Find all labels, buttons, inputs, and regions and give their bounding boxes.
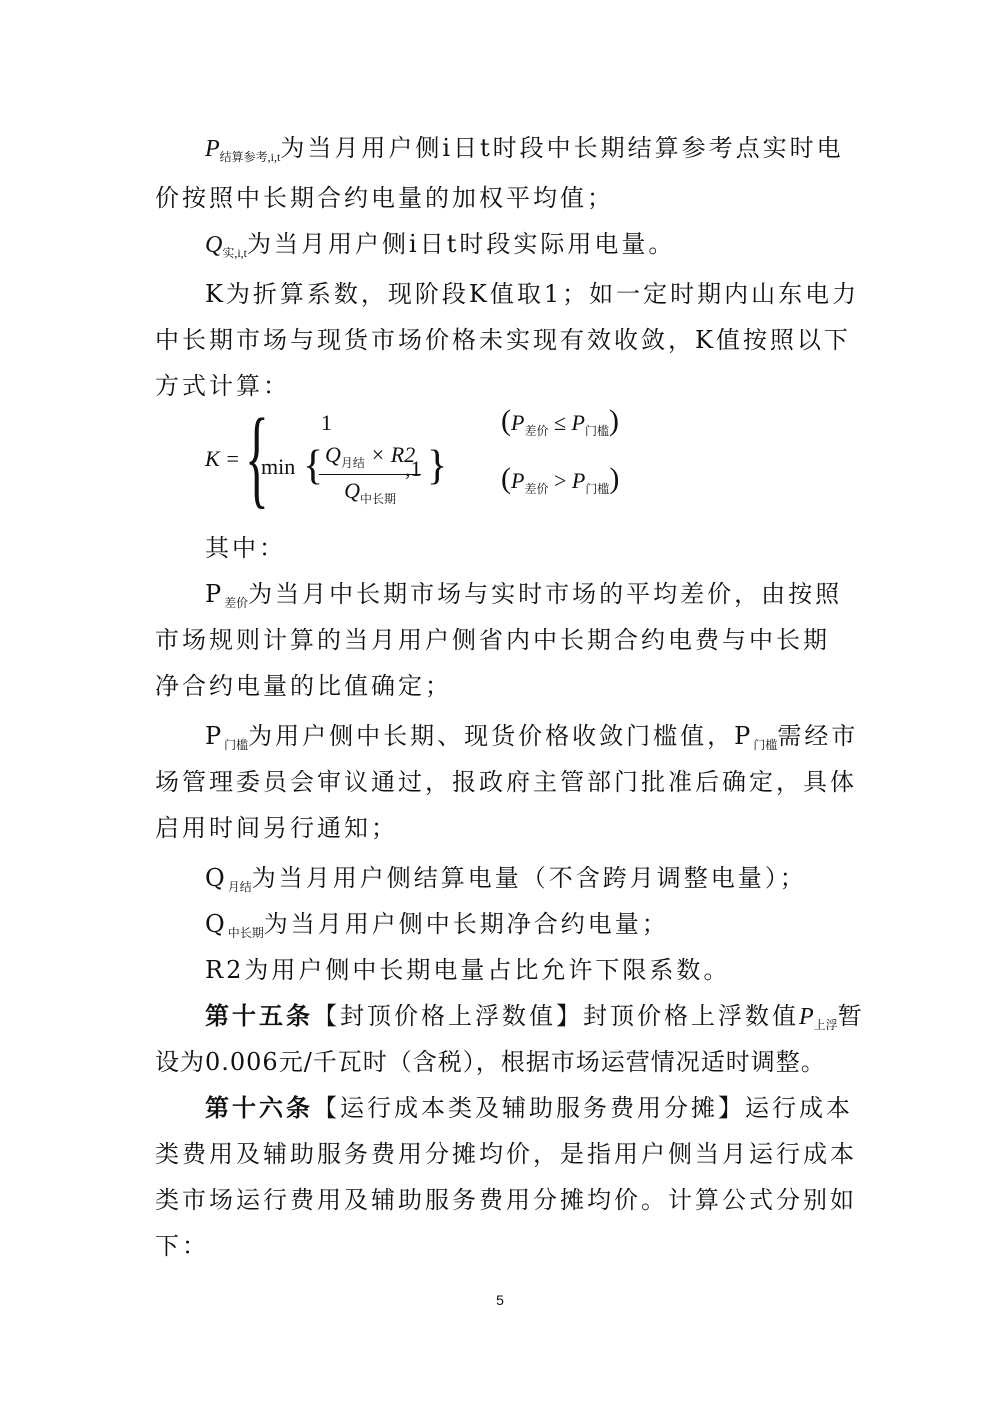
text-line: $Q_{中长期}$为当月用户侧中长期净合约电量；	[205, 910, 669, 940]
formula-inner-brace-left: {	[303, 443, 324, 489]
article-16-heading: 第十六条【运行成本类及辅助服务费用分摊】运行成本	[205, 1093, 853, 1122]
text-line: $Q_{实,i,t}$为当月用户侧i日t时段实际用电量。	[205, 230, 676, 260]
text-line: $Q_{月结}$为当月用户侧结算电量（不含跨月调整电量）；	[205, 864, 807, 894]
text-line: $P_{门槛}$为用户侧中长期、现货价格收敛门槛值，$P_{门槛}$需经市	[205, 722, 859, 752]
math-symbol: $P_{上浮}$	[799, 1004, 838, 1032]
text-line: 类费用及辅助服务费用分摊均价，是指用户侧当月运行成本	[155, 1140, 857, 1168]
text-line: $P_{差价}$为当月中长期市场与实时市场的平均差价，由按照	[205, 580, 843, 610]
text-line: 启用时间另行通知；	[155, 814, 398, 842]
formula-tail: ,1	[405, 456, 422, 481]
text-line: 净合约电量的比值确定；	[155, 672, 452, 700]
formula-case2-min: min	[261, 454, 296, 479]
formula-brace: {	[245, 396, 269, 518]
text-line: 方式计算：	[155, 372, 290, 400]
article-15-heading: 第十五条【封顶价格上浮数值】封顶价格上浮数值$P_{上浮}$暂	[205, 1001, 865, 1032]
formula-condition-1: $(P_{差价} \le P_{门槛})$	[501, 404, 620, 438]
k-formula	[205, 396, 665, 525]
text-line: 类市场运行费用及辅助服务费用分摊均价。计算公式分别如	[155, 1186, 857, 1214]
formula-lhs: K =	[205, 446, 241, 471]
text-line: R2为用户侧中长期电量占比允许下限系数。	[205, 956, 731, 984]
formula-condition-2: $(P_{差价} > P_{门槛})$	[501, 462, 620, 496]
formula-case1-value: 1	[321, 410, 332, 435]
text-line: 下：	[155, 1232, 209, 1260]
math-symbol: $Q_{实,i,t}$	[205, 232, 248, 260]
text-line: 市场规则计算的当月用户侧省内中长期合约电费与中长期	[155, 626, 830, 654]
text-line: 价按照中长期合约电量的加权平均值；	[155, 184, 614, 212]
text-line: 场管理委员会审议通过，报政府主管部门批准后确定，具体	[155, 768, 857, 796]
page-number: 5	[496, 1292, 504, 1308]
text-line: 中长期市场与现货市场价格未实现有效收敛，K值按照以下	[155, 326, 851, 354]
text-line: 其中：	[205, 534, 286, 562]
formula-inner-brace-right: }	[427, 443, 448, 489]
text-line: 设为0.006元/千瓦时（含税），根据市场运营情况适时调整。	[155, 1048, 826, 1076]
math-symbol: $P_{结算参考,i,t}$	[205, 136, 281, 164]
text-line: K为折算系数，现阶段K值取1；如一定时期内山东电力	[205, 280, 860, 308]
formula-fraction: $Q_{月结} \times R2$ $Q_{中长期}$	[319, 442, 421, 507]
text-line: $P_{结算参考,i,t}$为当月用户侧i日t时段中长期结算参考点实时电	[205, 134, 844, 164]
